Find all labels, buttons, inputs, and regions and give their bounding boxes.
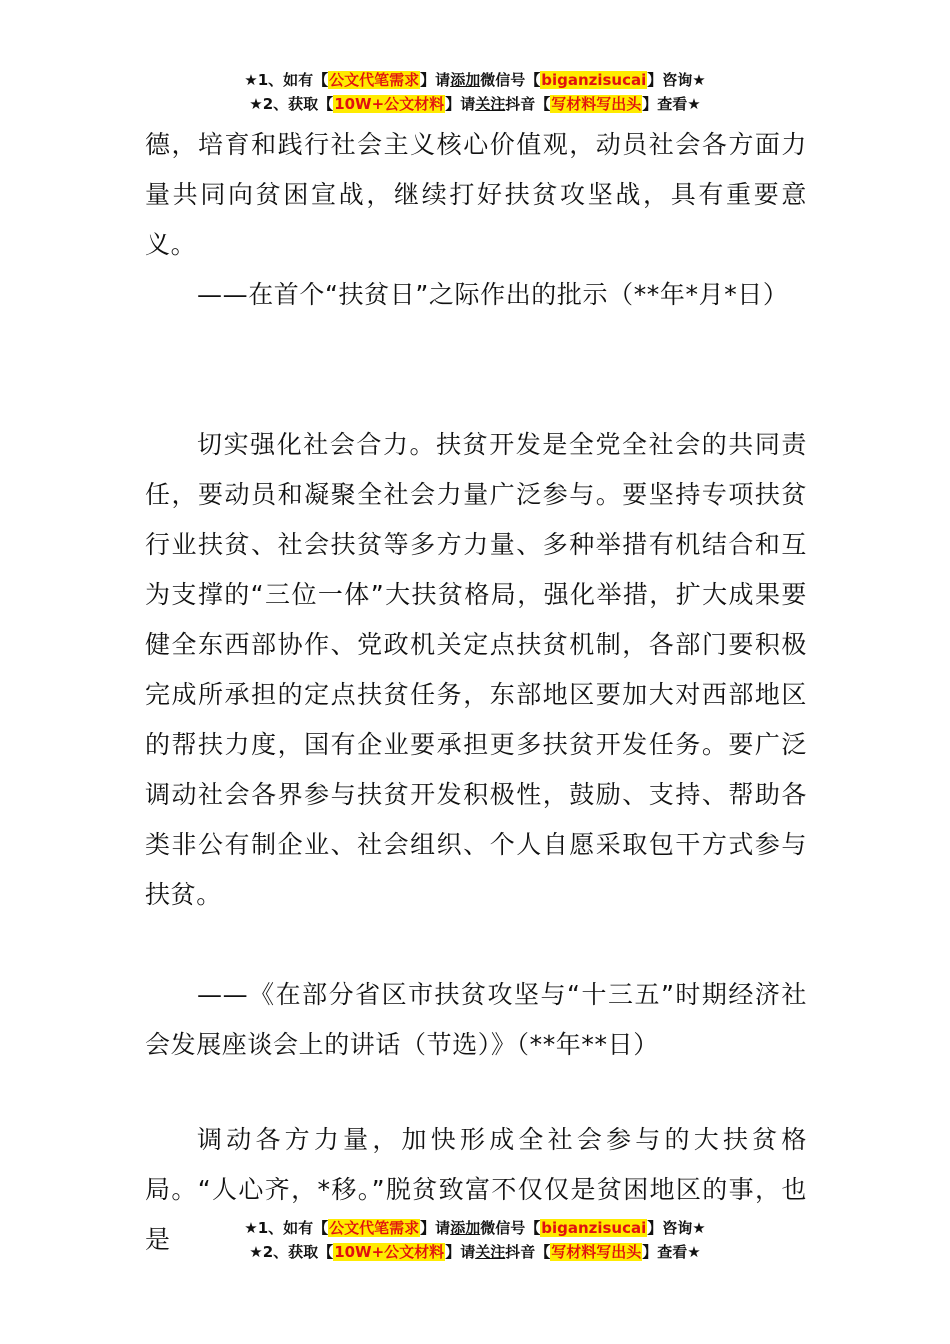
- promo-text: 】请: [445, 95, 476, 113]
- body-paragraph: [145, 120, 807, 270]
- citation-paragraph: [145, 270, 807, 320]
- promo-text: 】查看★: [642, 95, 701, 113]
- highlight-wechat-id: biganzisucai: [541, 1219, 647, 1237]
- promo-line-2: [0, 1240, 950, 1264]
- promo-text: 】咨询★: [647, 71, 706, 89]
- promo-text: 】请: [445, 1243, 476, 1261]
- promo-text: 】咨询★: [647, 1219, 706, 1237]
- promo-text: ★2、获取【: [249, 95, 334, 113]
- promo-line-1: [0, 68, 950, 92]
- highlight-service: 公文代笔需求: [329, 1219, 420, 1237]
- highlight-materials: 10W+公文材料: [334, 1243, 445, 1261]
- citation-text: ——《在部分省区市扶贫攻坚与“十三五”时期经济社会发展座谈会上的讲话（节选）》（**年**日）: [145, 980, 807, 1059]
- highlight-materials: 10W+公文材料: [334, 95, 445, 113]
- highlight-wechat-id: biganzisucai: [541, 71, 647, 89]
- paragraph-text: 调动各方力量，加快形成全社会参与的大扶贫格局。“人心齐，*移。”脱贫致富不仅仅是贫困地区的事，也是: [145, 1125, 807, 1254]
- promo-text: ★1、如有【: [244, 71, 329, 89]
- promo-text: 】请: [420, 1219, 451, 1237]
- body-paragraph: [145, 420, 807, 920]
- promo-text: 抖音【: [505, 95, 551, 113]
- promo-text: 抖音【: [505, 1243, 551, 1261]
- citation-paragraph: [145, 970, 807, 1070]
- header-promo-banner: [0, 68, 950, 116]
- paragraph-text: 德，培育和践行社会主义核心价值观，动员社会各方面力量共同向贫困宣战，继续打好扶贫攻坚战，具有重要意义。: [145, 130, 807, 259]
- paragraph-text: 切实强化社会合力。扶贫开发是全党全社会的共同责任，要动员和凝聚全社会力量广泛参与。要坚持专项扶贫行业扶贫、社会扶贫等多方力量、多种举措有机结合和互为支撑的“三位一体”大扶贫格局，强化举措，扩大成果要健全东西部协作、党政机关定点扶贫机制，各部门要积极完成所承担的定点扶贫任务，东部地区要加大对西部地区的帮扶力度，国有企业要承担更多扶贫开发任务。要广泛调动社会各界参与扶贫开发积极性，鼓励、支持、帮助各类非公有制企业、社会组织、个人自愿采取包干方式参与扶贫。: [145, 430, 807, 909]
- promo-underline-text: 关注: [475, 1243, 506, 1261]
- promo-text: ★1、如有【: [244, 1219, 329, 1237]
- highlight-douyin-account: 写材料写出头: [551, 1243, 642, 1261]
- promo-underline-text: 关注: [475, 95, 506, 113]
- promo-line-2: [0, 92, 950, 116]
- promo-text: 微信号【: [480, 71, 541, 89]
- promo-text: 】查看★: [642, 1243, 701, 1261]
- footer-promo-banner: [0, 1216, 950, 1264]
- promo-line-1: [0, 1216, 950, 1240]
- promo-text: 】请: [420, 71, 451, 89]
- promo-text: ★2、获取【: [249, 1243, 334, 1261]
- promo-text: 微信号【: [480, 1219, 541, 1237]
- highlight-douyin-account: 写材料写出头: [551, 95, 642, 113]
- highlight-service: 公文代笔需求: [329, 71, 420, 89]
- promo-underline-text: 添加: [450, 71, 481, 89]
- citation-text: ——在首个“扶贫日”之际作出的批示（**年*月*日）: [197, 280, 789, 309]
- promo-underline-text: 添加: [450, 1219, 481, 1237]
